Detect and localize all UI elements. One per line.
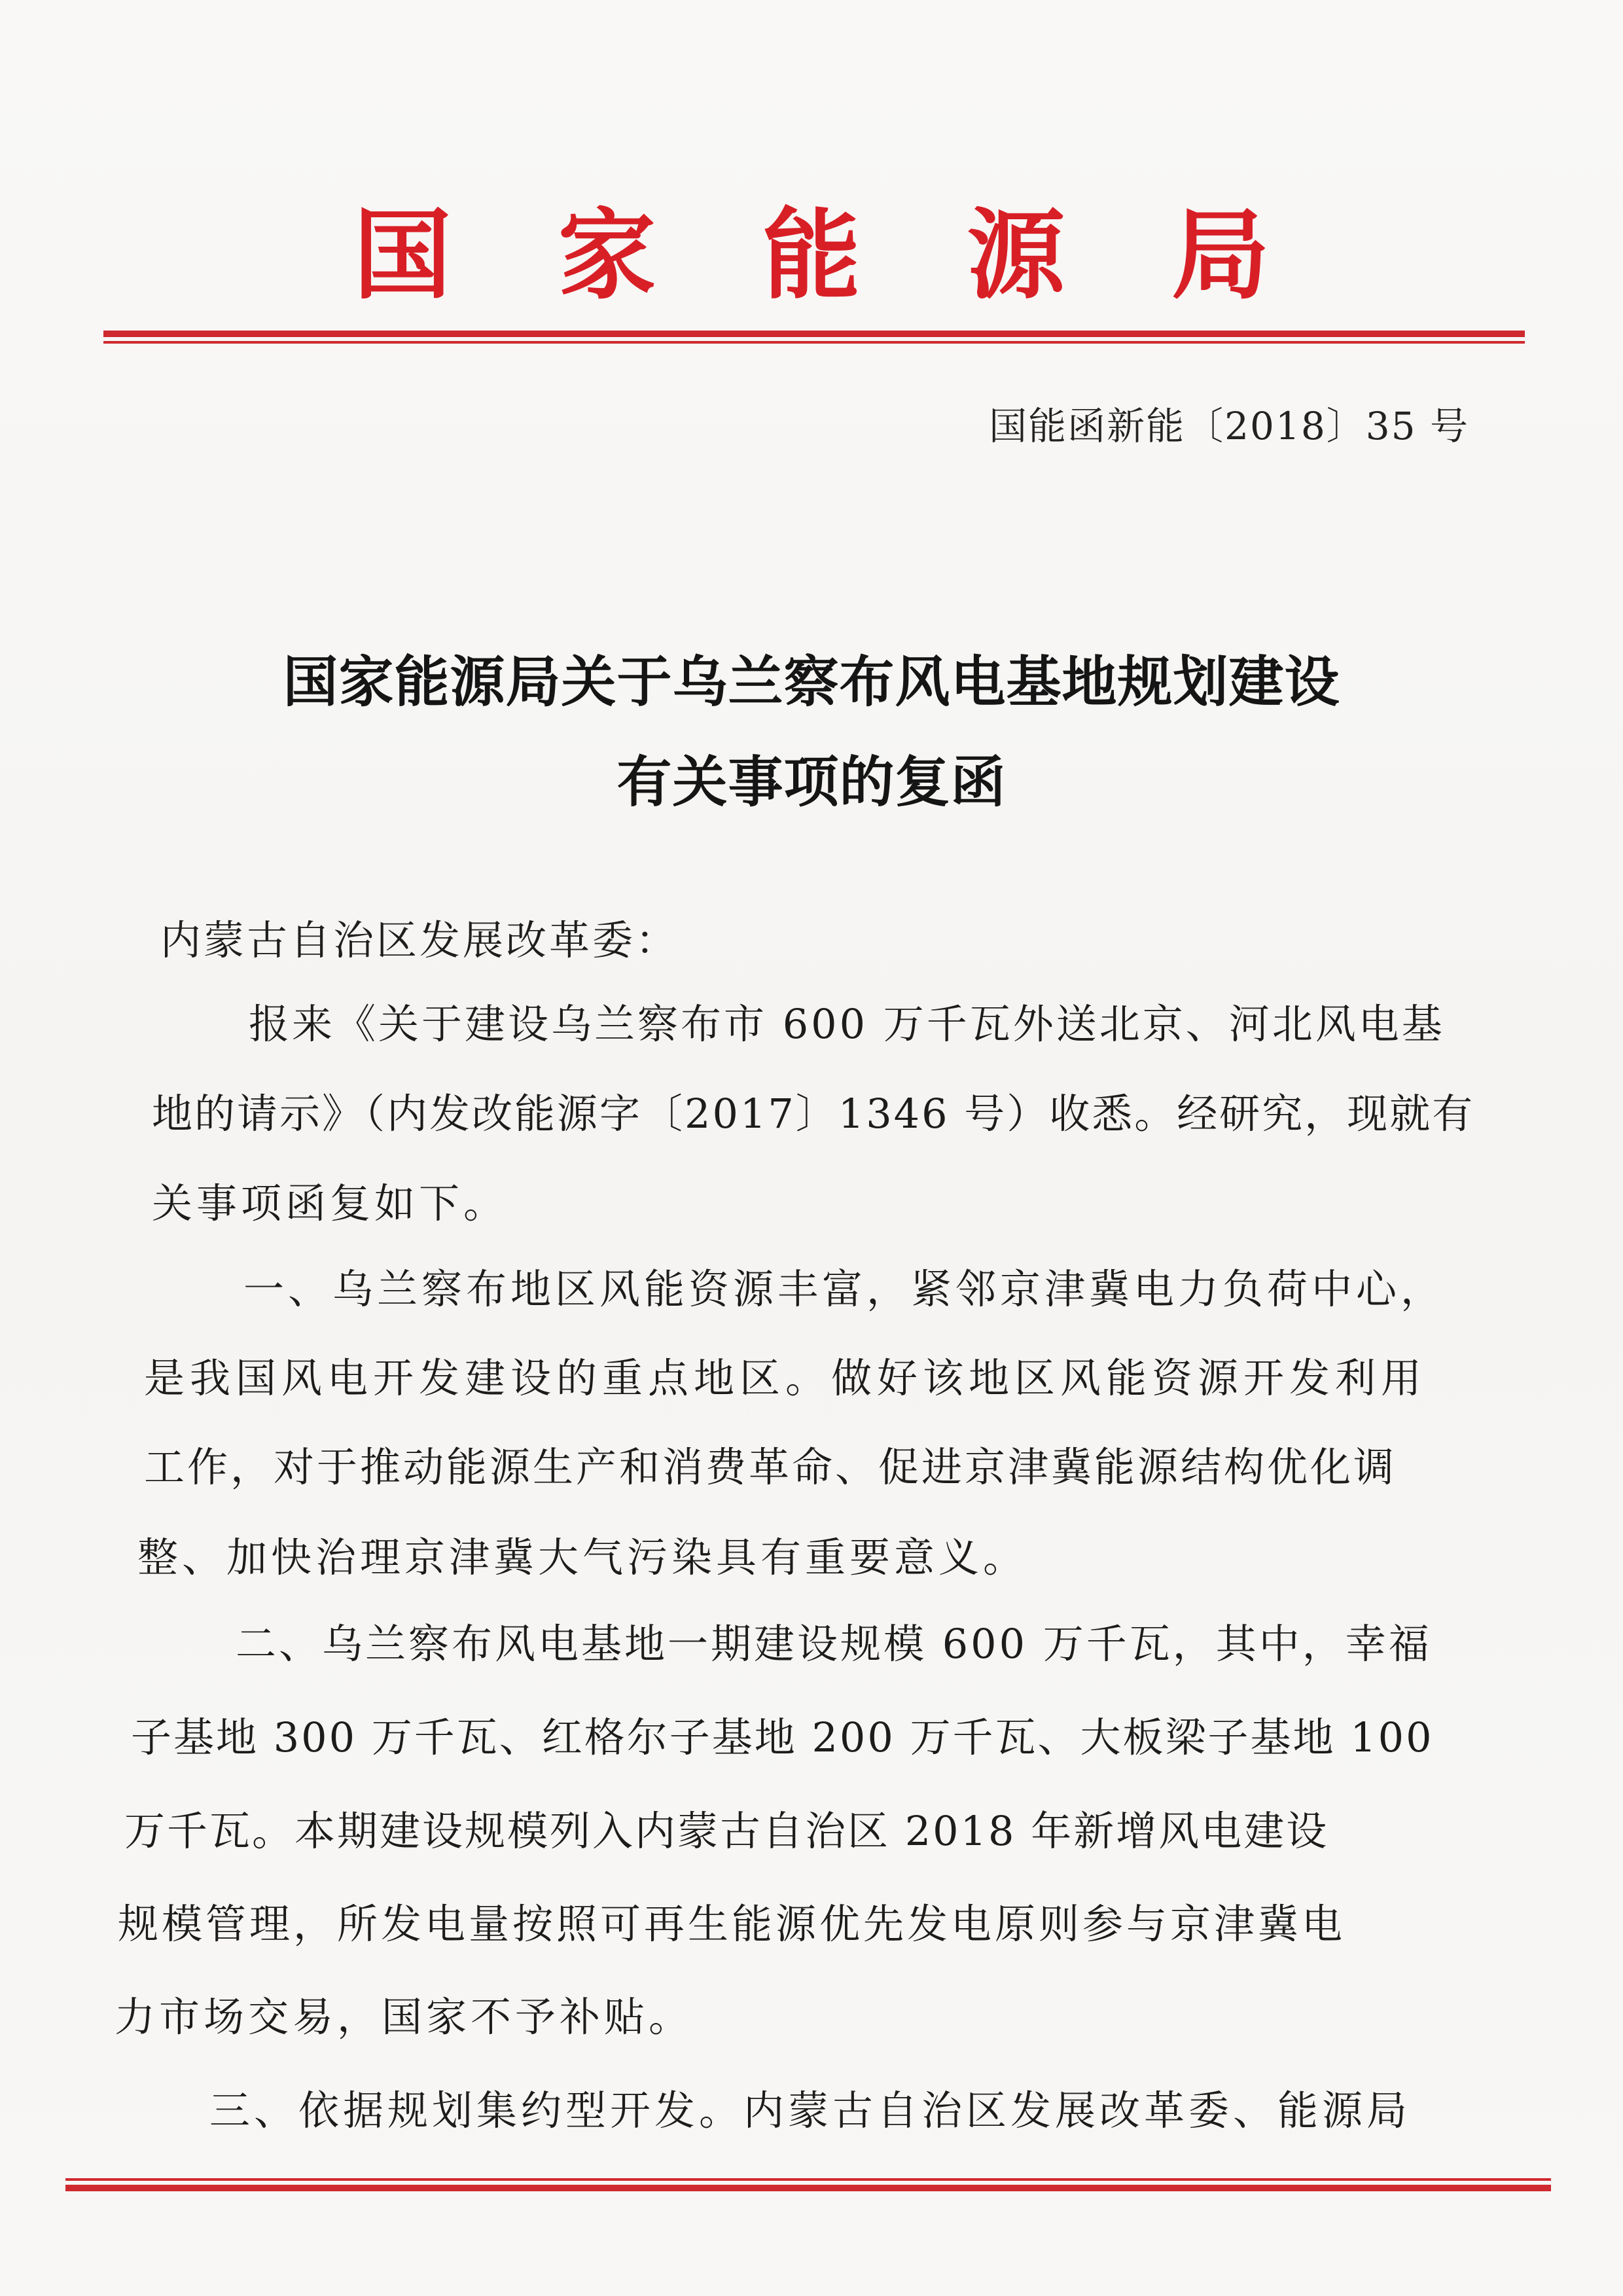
document-number: 国能函新能〔2018〕35 号 [989,404,1469,448]
body-line: 报来《关于建设乌兰察布市 600 万千瓦外送北京、河北风电基 [249,1000,1445,1048]
masthead-char: 国 [353,198,452,313]
masthead-char: 能 [762,198,861,313]
masthead-char: 家 [558,198,656,313]
body-line: 三、依据规划集约型开发。内蒙古自治区发展改革委、能源局 [209,2087,1412,2134]
body-line: 二、乌兰察布风电基地一期建设规模 600 万千瓦，其中，幸福 [236,1620,1432,1668]
body-line: 力市场交易，国家不予补贴。 [115,1993,694,2041]
footer-rule-thin [65,2178,1551,2181]
footer-rule-thick [65,2185,1551,2191]
body-line: 地的请示》（内发改能源字〔2017〕1346 号）收悉。经研究，现就有 [152,1090,1475,1138]
body-line: 整、加快治理京津冀大气污染具有重要意义。 [137,1534,1028,1581]
masthead-char: 局 [1171,198,1270,313]
body-line: 子基地 300 万千瓦、红格尔子基地 200 万千瓦、大板梁子基地 100 [131,1713,1434,1761]
masthead-title [353,190,1270,321]
header-rule-thin [103,341,1525,344]
addressee: 内蒙古自治区发展改革委： [160,916,679,964]
body-line: 工作，对于推动能源生产和消费革命、促进京津冀能源结构优化调 [144,1443,1397,1491]
body-line: 万千瓦。本期建设规模列入内蒙古自治区 2018 年新增风电建设 [124,1807,1329,1855]
body-line: 规模管理，所发电量按照可再生能源优先发电原则参与京津冀电 [118,1900,1346,1948]
body-line: 一、乌兰察布地区风能资源丰富，紧邻京津冀电力负荷中心， [243,1265,1446,1313]
body-line: 关事项函复如下。 [152,1179,508,1227]
masthead-char: 源 [967,198,1065,313]
body-line: 是我国风电开发建设的重点地区。做好该地区风能资源开发利用 [144,1354,1427,1402]
document-title-line-1: 国家能源局关于乌兰察布风电基地规划建设 [283,649,1340,714]
document-title-line-2: 有关事项的复函 [616,749,1007,814]
header-rule-thick [103,331,1525,337]
